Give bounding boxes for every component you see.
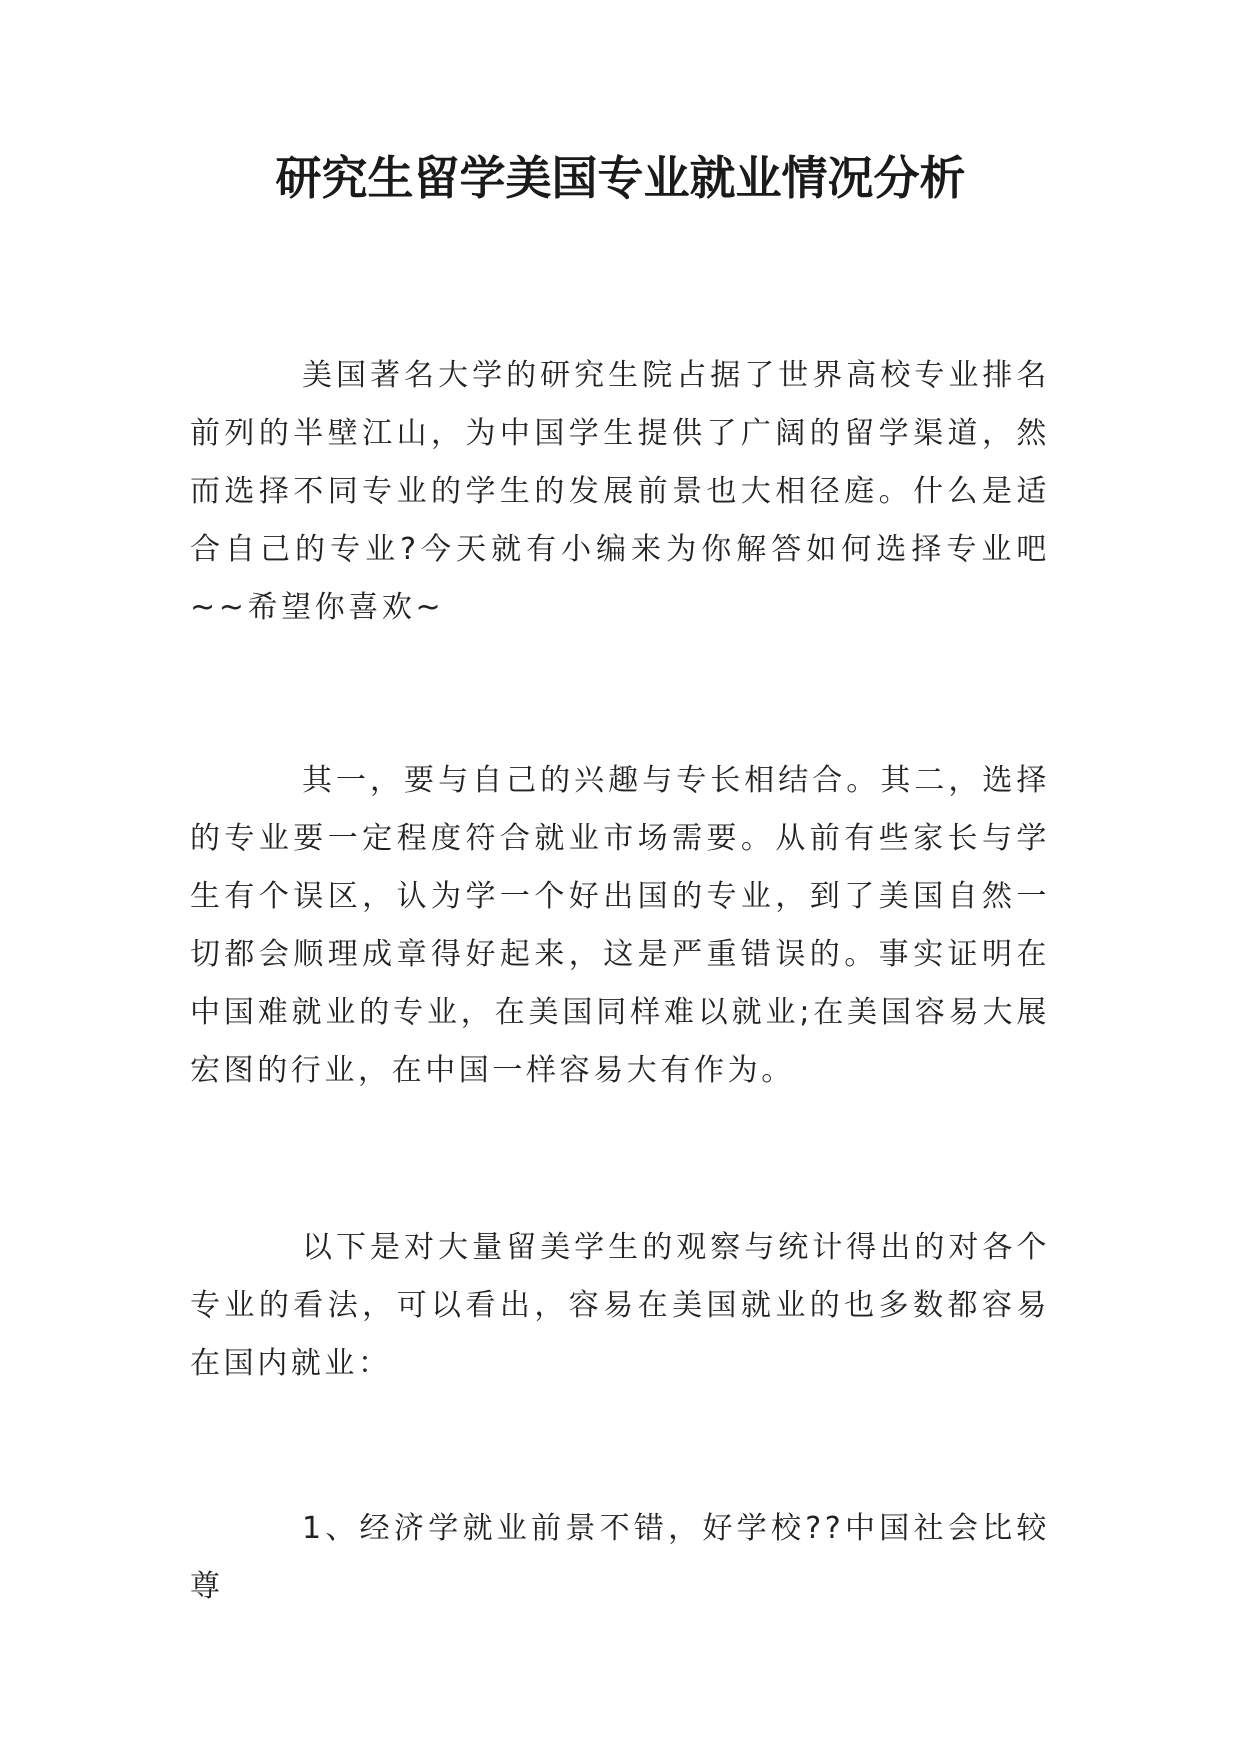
paragraph-item-economics: 1、经济学就业前景不错，好学校??中国社会比较尊 <box>190 1511 1050 1604</box>
paragraph-observation: 以下是对大量留美学生的观察与统计得出的对各个专业的看法，可以看出，容易在美国就业的也多数都容易在国内就业： <box>190 1230 1050 1381</box>
paragraph-advice: 其一，要与自己的兴趣与专长相结合。其二，选择的专业要一定程度符合就业市场需要。从前有些家长与学生有个误区，认为学一个好出国的专业，到了美国自然一切都会顺理成章得好起来，这是严重错误的。事实证明在中国难就业的专业，在美国同样难以就业;在美国容易大展宏图的行业，在中国一样容易大有作为。 <box>190 763 1050 1088</box>
paragraph-intro: 美国著名大学的研究生院占据了世界高校专业排名前列的半壁江山，为中国学生提供了广阔的留学渠道，然而选择不同专业的学生的发展前景也大相径庭。什么是适合自己的专业?今天就有小编来为你解答如何选择专业吧~~希望你喜欢~ <box>190 358 1050 625</box>
document-title: 研究生留学美国专业就业情况分析 <box>275 151 966 205</box>
